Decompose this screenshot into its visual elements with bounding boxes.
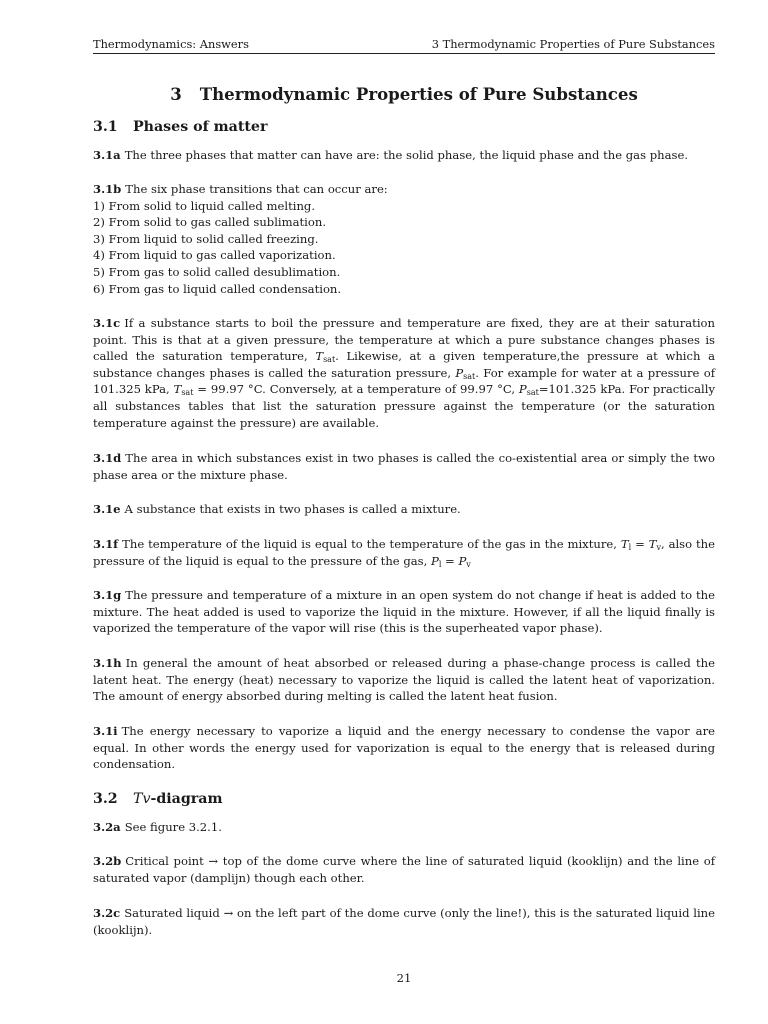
paragraph-3-1g	[93, 587, 715, 637]
chapter-title	[93, 84, 715, 104]
paragraph-3-1f	[93, 536, 715, 569]
section-number: 3.2	[93, 791, 118, 807]
paragraph-3-2a	[93, 819, 715, 836]
subscript-l: l	[438, 559, 442, 569]
paragraph-text: The temperature of the liquid is equal to the temperature of the gas in the mixture,	[122, 537, 621, 551]
symbol-T: T	[620, 537, 629, 551]
paragraph-text: , also the pressure of the liquid is equal to the pressure of the gas,	[93, 537, 716, 568]
paragraph-3-1i	[93, 723, 715, 773]
chapter-title-text: Thermodynamic Properties of Pure Substances	[199, 84, 638, 104]
list-item: 3) From liquid to solid called freezing.	[93, 231, 319, 246]
paragraph-text: The energy necessary to vaporize a liquid and the energy necessary to condense the vapor are equal. In other words the energy used for vaporization is equal to the energy that is released during condensation.	[93, 724, 715, 772]
subscript-sat: sat	[526, 388, 539, 398]
paragraph-text: . For example for water at a pressure of 101.325 kPa,	[93, 365, 715, 397]
symbol-P: P	[431, 553, 439, 568]
list-item: 4) From liquid to gas called vaporization.	[93, 248, 336, 263]
paragraph-text: =101.325 kPa. For practically all substances tables that list the saturation pressure against the temperature (or the saturation temperature against the pressure) are available.	[93, 382, 716, 430]
section-heading-3-1	[93, 119, 267, 135]
paragraph-text: . Likewise, at a given temperature,the pressure at which a substance changes phases is called the saturation pressure,	[93, 349, 715, 380]
paragraph-3-1a	[93, 147, 715, 164]
paragraph-label: 3.1f	[93, 537, 119, 551]
paragraph-3-1d	[93, 450, 715, 483]
equals-sign: =	[631, 537, 649, 551]
symbol-T: T	[315, 349, 324, 364]
paragraph-3-1c	[93, 315, 715, 431]
paragraph-text: See figure 3.2.1.	[124, 820, 222, 834]
section-title: -diagram	[150, 791, 223, 807]
paragraph-label: 3.2a	[93, 820, 121, 834]
header-left: Thermodynamics: Answers	[93, 37, 249, 51]
subscript-v: v	[466, 559, 471, 569]
paragraph-label: 3.2c	[93, 906, 121, 920]
paragraph-3-1b	[93, 181, 715, 297]
list-item: 1) From solid to liquid called melting.	[93, 198, 316, 213]
list-item: 5) From gas to solid called desublimation.	[93, 264, 341, 279]
running-header	[93, 37, 715, 54]
paragraph-label: 3.1c	[93, 316, 121, 330]
symbol-P: P	[518, 382, 527, 397]
subscript-sat: sat	[323, 355, 336, 365]
symbol-P: P	[458, 553, 467, 568]
paragraph-label: 3.1h	[93, 656, 122, 670]
paragraph-intro: The six phase transitions that can occur are:	[125, 182, 388, 196]
paragraph-3-1e	[93, 501, 715, 518]
subscript-sat: sat	[463, 371, 476, 381]
paragraph-text: = 99.97 °C. Conversely, at a temperature of 99.97 °C,	[193, 382, 519, 397]
section-title-italic: Tv	[133, 791, 151, 807]
paragraph-label: 3.2b	[93, 854, 122, 868]
paragraph-label: 3.1e	[93, 502, 121, 516]
list-item: 2) From solid to gas called sublimation.	[93, 215, 327, 230]
paragraph-text: The area in which substances exist in two phases is called the co-existential area or simply the two phase area or the mixture phase.	[93, 451, 715, 482]
paragraph-3-1h	[93, 655, 715, 705]
list-item: 6) From gas to liquid called condensation.	[93, 281, 342, 296]
paragraph-text: The pressure and temperature of a mixture in an open system do not change if heat is added to the mixture. The heat added is used to vaporize the liquid in the mixture. However, if all the liquid finally is vaporized the temperature of the vapor will rise (this is the superheated vapor phase).	[93, 588, 715, 636]
paragraph-text: A substance that exists in two phases is called a mixture.	[124, 502, 461, 516]
section-number: 3.1	[93, 119, 118, 135]
section-heading-3-2	[93, 791, 222, 807]
paragraph-text: In general the amount of heat absorbed or released during a phase-change process is called the latent heat. The energy (heat) necessary to vaporize the liquid is called the latent heat of vaporization. The amount of energy absorbed during melting is called the latent heat fusion.	[93, 656, 715, 704]
page-number: 21	[396, 971, 412, 985]
chapter-number: 3	[170, 84, 182, 104]
paragraph-label: 3.1b	[93, 182, 122, 196]
paragraph-text: The three phases that matter can have are: the solid phase, the liquid phase and the gas phase.	[124, 148, 689, 162]
subscript-l: l	[628, 543, 632, 552]
paragraph-text: Critical point → top of the dome curve where the line of saturated liquid (kooklijn) and the line of saturated vapor (damplijn) though each other.	[93, 854, 715, 885]
symbol-T: T	[648, 537, 657, 551]
subscript-sat: sat	[181, 388, 194, 398]
equals-sign: =	[441, 553, 459, 568]
symbol-P: P	[455, 365, 464, 380]
paragraph-label: 3.1d	[93, 451, 122, 465]
paragraph-label: 3.1i	[93, 724, 118, 738]
paragraph-label: 3.1a	[93, 148, 121, 162]
paragraph-3-2b	[93, 853, 715, 886]
paragraph-text: Saturated liquid → on the left part of the dome curve (only the line!), this is the saturated liquid line (kooklijn).	[93, 906, 715, 937]
section-title: Phases of matter	[133, 119, 268, 135]
paragraph-3-2c	[93, 905, 715, 938]
paragraph-text: If a substance starts to boil the pressure and temperature are fixed, they are at their saturation point. This is that at a given pressure, the temperature at which a pure substance changes phases is called the saturation temperature,	[93, 316, 715, 364]
paragraph-label: 3.1g	[93, 588, 122, 602]
symbol-T: T	[173, 382, 182, 397]
header-right: 3 Thermodynamic Properties of Pure Substances	[431, 37, 715, 51]
subscript-v: v	[656, 543, 661, 552]
